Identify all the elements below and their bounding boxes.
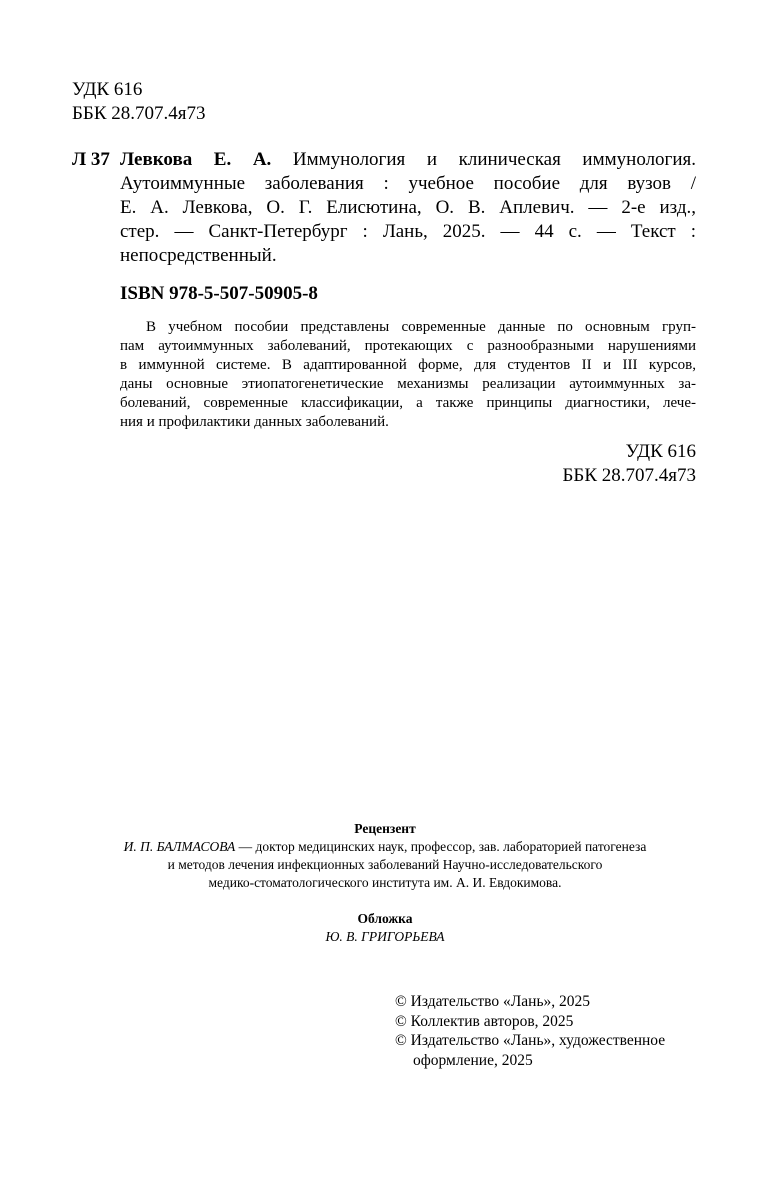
cover-designer: Ю. В. ГРИГОРЬЕВА <box>325 929 445 944</box>
annotation-line: В учебном пособии представлены современные данные по основным груп- <box>146 319 696 335</box>
bibliographic-description <box>120 148 696 268</box>
bbk-code: ББК 28.707.4я73 <box>72 103 206 124</box>
copyright-line: © Коллектив авторов, 2025 <box>395 1012 574 1030</box>
reviewer-name: И. П. БАЛМАСОВА <box>123 839 236 854</box>
copyright-line-continued: оформление, 2025 <box>413 1051 533 1069</box>
annotation-line: ния и профилактики данных заболеваний. <box>120 414 389 430</box>
annotation-line: болеваний, современные классификации, а также принципы диагностики, лече- <box>120 395 696 411</box>
copyright-line: © Издательство «Лань», художественное <box>395 1032 666 1049</box>
annotation <box>120 318 696 432</box>
reviewer-line: медико-стоматологического института им. А. И. Евдокимова. <box>208 875 562 890</box>
bib-line: стер. — Санкт-Петербург : Лань, 2025. — 44 с. — Текст : <box>120 221 696 242</box>
udk-bbk-top <box>72 78 205 126</box>
book-title: Иммунология и клиническая иммунология. <box>271 149 696 170</box>
reviewer-heading: Рецензент <box>354 821 416 836</box>
copyright-block <box>395 992 665 1070</box>
udk-bbk-right <box>563 440 696 488</box>
reviewer-line: и методов лечения инфекционных заболеваний Научно-исследовательского <box>167 857 603 872</box>
cover-heading: Обложка <box>357 911 413 926</box>
cover-block <box>60 910 710 946</box>
udk-code: УДК 616 <box>625 441 696 462</box>
udk-code: УДК 616 <box>72 79 143 100</box>
bib-line: Аутоиммунные заболевания : учебное пособие для вузов / <box>120 173 696 194</box>
reviewer-line <box>60 838 710 856</box>
copyright-line: © Издательство «Лань», 2025 <box>395 993 591 1010</box>
reviewer-block <box>60 820 710 892</box>
bib-line: непосредственный. <box>120 245 277 266</box>
reviewer-credentials: — доктор медицинских наук, профессор, зав. лабораторией патогенеза <box>235 839 647 854</box>
bib-line <box>120 148 696 172</box>
bib-line: Е. А. Левкова, О. Г. Елисютина, О. В. Аплевич. — 2-е изд., <box>120 197 696 218</box>
annotation-line: пам аутоиммунных заболеваний, протекающих с разнообразными нарушениями <box>120 338 696 354</box>
author-name: Левкова Е. А. <box>120 149 272 170</box>
annotation-line: в иммунной системе. В адаптированной форме, для студентов II и III курсов, <box>120 357 696 373</box>
bbk-code: ББК 28.707.4я73 <box>562 465 696 486</box>
isbn: ISBN 978-5-507-50905-8 <box>120 283 318 304</box>
author-mark: Л 37 <box>72 149 110 170</box>
annotation-line: даны основные этиопатогенетические механизмы реализации аутоиммунных за- <box>120 376 696 392</box>
